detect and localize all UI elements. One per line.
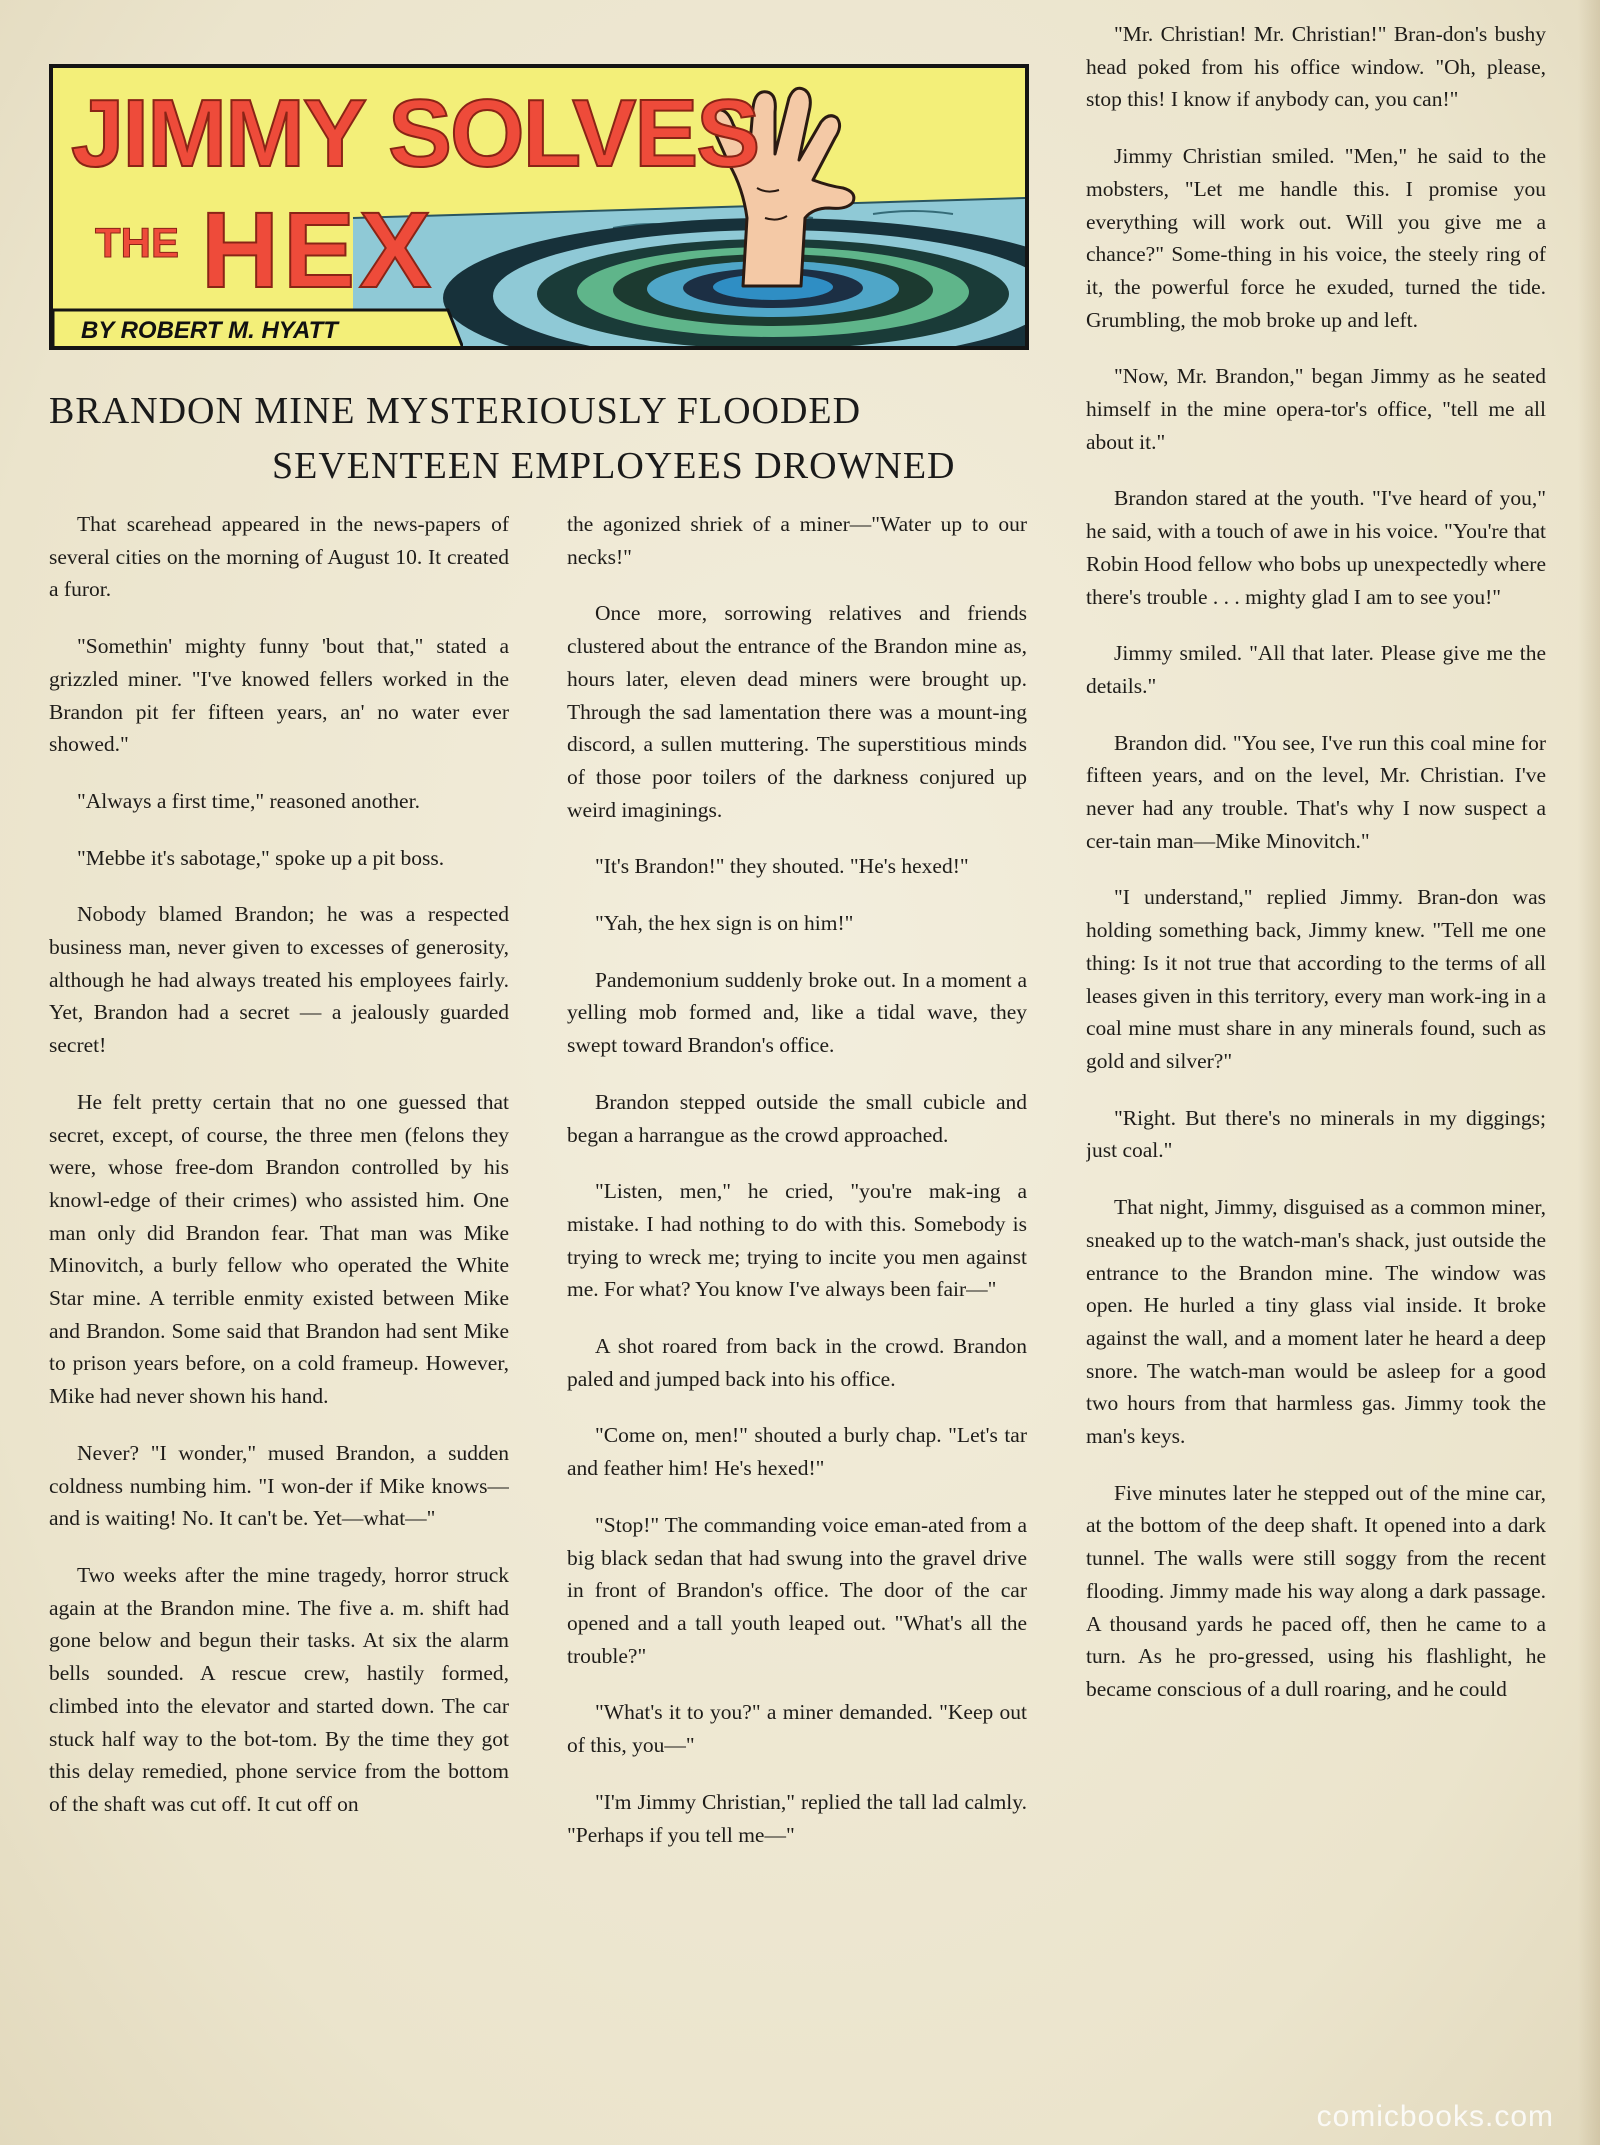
paragraph: Brandon stepped outside the small cubicle and began a harrangue as the crowd approached.	[567, 1089, 1027, 1147]
title-the: THE	[95, 219, 179, 266]
site-watermark: comicbooks.com	[1316, 2100, 1554, 2133]
paragraph: "Mebbe it's sabotage," spoke up a pit boss.	[77, 845, 445, 870]
paragraph: "Somethin' mighty funny 'bout that," stated a grizzled miner. "I've knowed fellers worked in the Brandon pit fer fifteen years, an' no water ever showed."	[49, 634, 509, 757]
paragraph: That night, Jimmy, disguised as a common miner, sneaked up to the watch-man's shack, just outside the entrance to the Brandon mine. The window was open. He hurled a tiny glass vial inside. It broke against the wall, and a moment later he heard a deep snore. The watch-man would be asleep for a good two hours from that harmless gas. Jimmy took the man's keys.	[1086, 1195, 1546, 1449]
paragraph: "I understand," replied Jimmy. Bran-don was holding something back, Jimmy knew. "Tell me one thing: Is it not true that according to the terms of all leases given in this territory, every man work-ing in a coal mine must share in any minerals found, such as gold and silver?"	[1086, 885, 1546, 1073]
story-column-1	[49, 508, 509, 2108]
title-panel	[49, 64, 1029, 350]
paragraph: "Right. But there's no minerals in my diggings; just coal."	[1086, 1105, 1546, 1163]
paragraph: "What's it to you?" a miner demanded. "Keep out of this, you—"	[567, 1700, 1027, 1758]
paragraph: "Mr. Christian! Mr. Christian!" Bran-don's bushy head poked from his office window. "Oh, please, stop this! I know if anybody can, you can!"	[1086, 22, 1546, 112]
paragraph: "Come on, men!" shouted a burly chap. "Let's tar and feather him! He's hexed!"	[567, 1423, 1027, 1481]
paragraph: A shot roared from back in the crowd. Brandon paled and jumped back into his office.	[567, 1334, 1027, 1391]
paragraph: "It's Brandon!" they shouted. "He's hexed!"	[595, 854, 969, 879]
story-column-2	[567, 508, 1027, 2108]
page-edge-shadow	[1578, 0, 1600, 2145]
paragraph: Nobody blamed Brandon; he was a respected business man, never given to excesses of generosity, although he had always treated his employees fairly. Yet, Brandon had a secret — a jealously guarded secret!	[49, 902, 509, 1058]
paragraph: Jimmy Christian smiled. "Men," he said to the mobsters, "Let me handle this. I promise you everything will work out. Will you give me a chance?" Some-thing in his voice, the steely ring of it, the powerful force he exuded, turned the tide. Grumbling, the mob broke up and left.	[1086, 144, 1546, 332]
headline-line-2: SEVENTEEN EMPLOYEES DROWNED	[272, 445, 956, 487]
paragraph: "Stop!" The commanding voice eman-ated from a big black sedan that had swung into the gravel drive in front of Brandon's office. The door of the car opened and a tall youth leaped out. "What's all the trouble?"	[567, 1512, 1027, 1668]
paragraph: Jimmy smiled. "All that later. Please give me the details."	[1086, 641, 1546, 698]
paragraph: "Listen, men," he cried, "you're mak-ing a mistake. I had nothing to do with this. Somebody is trying to wreck me; trying to incite you men against me. For what? You know I've always been fair—"	[567, 1179, 1027, 1302]
paragraph: He felt pretty certain that no one guessed that secret, except, of course, the three men (felons they were, whose free-dom Brandon controlled by his knowl-edge of their crimes) who assisted him. One man only did Brandon fear. That man was Mike Minovitch, a burly fellow who operated the White Star mine. A terrible enmity existed between Mike and Brandon. Some said that Brandon had sent Mike to prison years before, on a cold frameup. However, Mike had never shown his hand.	[49, 1089, 509, 1409]
headline-line-1: BRANDON MINE MYSTERIOUSLY FLOODED	[49, 390, 862, 432]
title-jimmy-solves: JIMMY SOLVES	[71, 80, 759, 187]
paragraph: Never? "I wonder," mused Brandon, a sudden coldness numbing him. "I won-der if Mike knows—and is waiting! No. It can't be. Yet—what—"	[49, 1440, 509, 1531]
paragraph: Pandemonium suddenly broke out. In a moment a yelling mob formed and, like a tidal wave, they swept toward Brandon's office.	[567, 967, 1027, 1058]
paragraph: Once more, sorrowing relatives and friends clustered about the entrance of the Brandon mine as, hours later, eleven dead miners were brought up. Through the sad lamentation there was a mount-ing discord, a sullen muttering. The superstitious minds of those poor toilers of the darkness conjured up weird imaginings.	[567, 601, 1027, 822]
paragraph: That scarehead appeared in the news-papers of several cities on the morning of August 10. It created a furor.	[49, 512, 509, 602]
paragraph: Brandon stared at the youth. "I've heard of you," he said, with a touch of awe in his voice. "You're that Robin Hood fellow who bobs up unexpectedly where there's trouble . . . mighty glad I am to see you!"	[1086, 486, 1546, 609]
byline-banner	[53, 308, 463, 350]
paragraph: "I'm Jimmy Christian," replied the tall lad calmly. "Perhaps if you tell me—"	[567, 1789, 1027, 1847]
paragraph: "Always a first time," reasoned another.	[77, 788, 420, 813]
paragraph: the agonized shriek of a miner—"Water up to our necks!"	[567, 512, 1027, 569]
paragraph: "Yah, the hex sign is on him!"	[595, 911, 854, 936]
paragraph: Two weeks after the mine tragedy, horror struck again at the Brandon mine. The five a. m. shift had gone below and begun their tasks. At six the alarm bells sounded. A rescue crew, hastily formed, climbed into the elevator and started down. The car stuck half way to the bot-tom. By the time they got this delay remedied, phone service from the bottom of the shaft was cut off. It cut off on	[49, 1562, 509, 1816]
story-column-3	[1086, 18, 1546, 2118]
title-hex: HEX	[201, 189, 436, 310]
byline-text: BY ROBERT M. HYATT	[81, 317, 338, 344]
paragraph: Five minutes later he stepped out of the mine car, at the bottom of the deep shaft. It opened into a dark tunnel. The walls were still soggy from the recent flooding. Jimmy made his way along a dark passage. A thousand yards he paced off, then he came to a turn. As he pro-gressed, using his flashlight, he became conscious of a dull roaring, and he could	[1086, 1480, 1546, 1701]
paragraph: "Now, Mr. Brandon," began Jimmy as he seated himself in the mine opera-tor's office, "tell me all about it."	[1086, 364, 1546, 454]
paragraph: Brandon did. "You see, I've run this coal mine for fifteen years, and on the level, Mr. Christian. I've never had any trouble. That's why I now suspect a cer-tain man—Mike Minovitch."	[1086, 730, 1546, 853]
